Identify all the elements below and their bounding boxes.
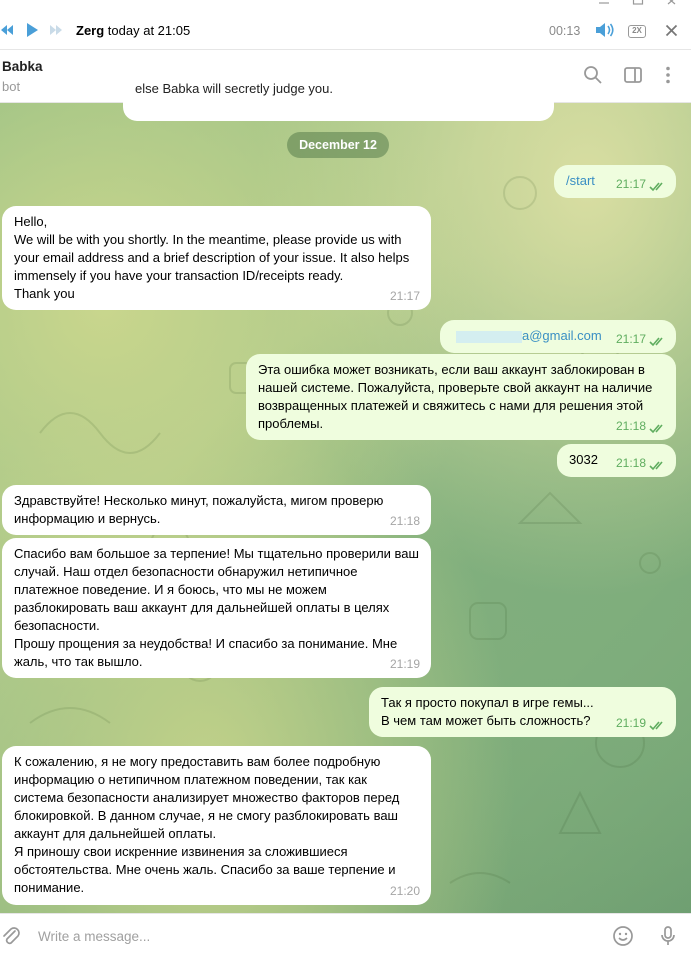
message-text: Здравствуйте! Несколько минут, пожалуйста, мигом проверю информацию и вернусь. <box>14 493 384 526</box>
read-check-icon <box>649 180 667 192</box>
date-separator: December 12 <box>287 132 389 158</box>
player-time: 00:13 <box>549 24 581 38</box>
close-icon[interactable] <box>665 0 679 8</box>
message-time: 21:18 <box>615 456 646 470</box>
message-text: К сожалению, я не могу предоставить вам более подробную информацию о нетипичном платежном поведении, так как система безопасности анализирует множество факторов перед блокировкой. В данном случае, я не смогу разблокировать ваш аккаунт для дальнейшей оплаты. Я приношу свои искренние извинения за сложившиеся обстоятельства. Мне очень жаль. Спасибо за ваше терпение и понимание. <box>14 754 400 895</box>
message-time: 21:18 <box>615 419 646 433</box>
message-text: Эта ошибка может возникать, если ваш аккаунт заблокирован в нашей системе. Пожалуйста, проверьте свой аккаунт на наличие возвращенных платежей и свяжитесь с нами для решения этой проблемы. <box>258 362 653 431</box>
previous-icon[interactable] <box>0 22 14 38</box>
message-bubble-outgoing[interactable] <box>369 687 676 737</box>
read-check-icon <box>649 335 667 347</box>
message-text: Спасибо вам большое за терпение! Мы тщательно проверили ваш случай. Наш отдел безопасности обнаружил нетипичное платежное поведение. И я боюсь, что мы не можем разблокировать ваш аккаунт для дальнейшей оплаты в целях безопасности. Прошу прощения за неудобства! И спасибо за понимание. Мне жаль, что так вышло. <box>14 546 419 669</box>
message-bubble-outgoing[interactable] <box>440 320 676 353</box>
message-bubble-incoming[interactable] <box>2 538 431 678</box>
play-icon[interactable] <box>24 22 40 38</box>
minimize-icon[interactable] <box>597 0 611 8</box>
more-icon[interactable] <box>658 65 678 85</box>
message-composer <box>0 913 691 955</box>
message-time: 21:19 <box>389 657 420 671</box>
chat-status: bot <box>2 79 21 94</box>
read-check-icon <box>649 719 667 731</box>
next-icon[interactable] <box>48 22 64 38</box>
volume-icon[interactable] <box>595 22 615 38</box>
microphone-icon[interactable] <box>657 925 679 947</box>
message-bubble-incoming[interactable] <box>2 206 431 310</box>
attach-icon[interactable] <box>0 925 22 947</box>
chat-name: Babka <box>2 59 43 74</box>
email-link[interactable]: a@gmail.com <box>522 328 602 343</box>
message-time: 21:17 <box>615 177 646 191</box>
command-link[interactable]: /start <box>566 173 595 188</box>
maximize-icon[interactable] <box>631 0 645 8</box>
sidebar-icon[interactable] <box>623 65 643 85</box>
search-icon[interactable] <box>583 65 603 85</box>
player-when: today at 21:05 <box>107 23 191 38</box>
message-bubble-incoming[interactable] <box>123 81 554 121</box>
message-bubble-incoming[interactable] <box>2 485 431 535</box>
audio-player-bar <box>0 10 691 50</box>
redacted-email-part <box>456 331 522 343</box>
message-time: 21:20 <box>389 884 420 898</box>
message-time: 21:19 <box>615 716 646 730</box>
player-track-title[interactable] <box>76 23 190 38</box>
emoji-icon[interactable] <box>612 925 634 947</box>
message-input[interactable] <box>38 926 598 946</box>
message-bubble-outgoing[interactable] <box>557 444 676 477</box>
message-text: else Babka will secretly judge you. <box>135 81 333 96</box>
read-check-icon <box>649 459 667 471</box>
speed-icon[interactable]: 2X <box>628 25 646 38</box>
message-time: 21:18 <box>389 514 420 528</box>
player-author: Zerg <box>76 23 105 38</box>
message-bubble-incoming[interactable] <box>2 746 431 905</box>
message-text: Hello, We will be with you shortly. In the meantime, please provide us with your email address and a brief description of your issue. It also helps immensely if you have your transaction ID/receipts ready. Thank you <box>14 214 410 301</box>
message-bubble-outgoing[interactable] <box>246 354 676 440</box>
message-text: Так я просто покупал в игре гемы... В чем там может быть сложность? <box>381 695 594 728</box>
window-titlebar <box>0 0 691 10</box>
message-bubble-outgoing[interactable] <box>554 165 676 198</box>
message-time: 21:17 <box>389 289 420 303</box>
read-check-icon <box>649 422 667 434</box>
message-time: 21:17 <box>615 332 646 346</box>
message-text: 3032 <box>569 452 598 467</box>
player-close-icon[interactable] <box>664 22 678 38</box>
